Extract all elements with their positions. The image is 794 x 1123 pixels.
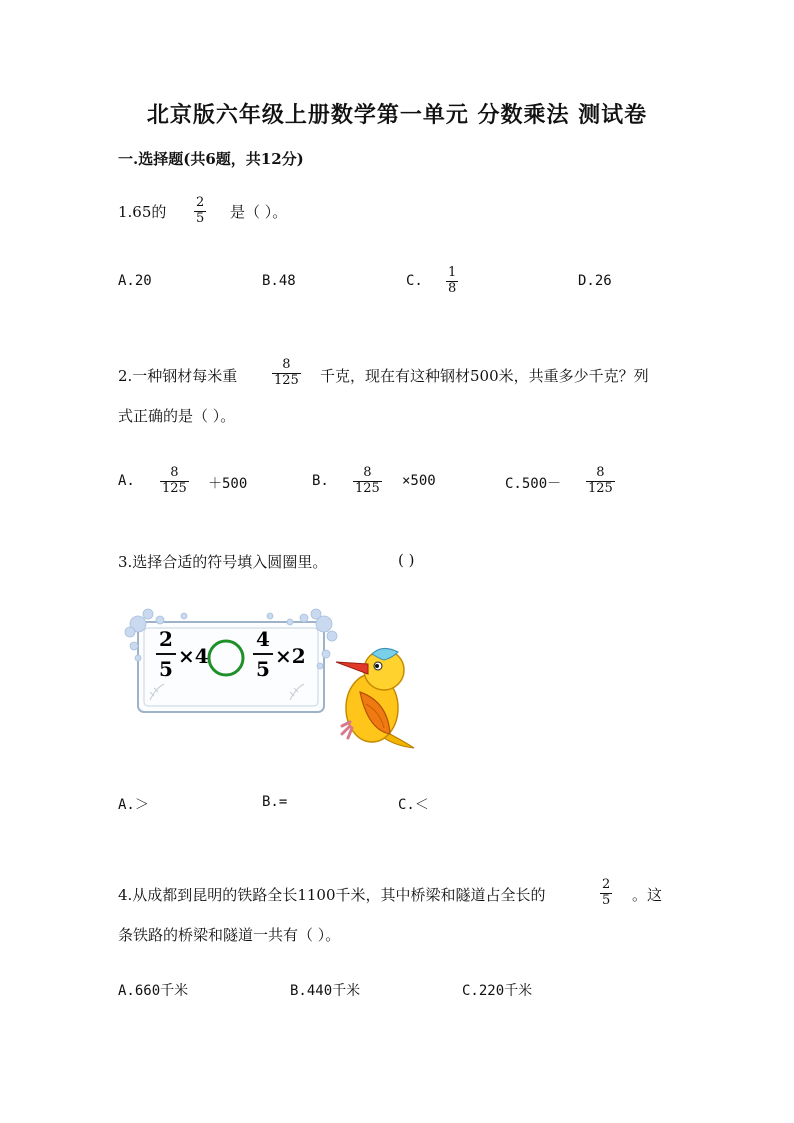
q4-fraction bbox=[600, 878, 612, 909]
q2-suffix: 千克，现在有这种钢材500米，共重多少千克？列 bbox=[320, 367, 649, 385]
q1-c-frac-num: 1 bbox=[448, 265, 457, 280]
q2-line2: 式正确的是（ ）。 bbox=[118, 407, 236, 425]
q2-c-frac-den: 125 bbox=[588, 480, 613, 496]
q4-frac-den: 5 bbox=[602, 892, 611, 908]
woodpecker-bird-icon bbox=[336, 648, 414, 748]
q2-prefix: 2.一种钢材每米重 bbox=[118, 367, 238, 385]
q4-option-b[interactable]: B.440千米 bbox=[290, 983, 361, 999]
fig-left-mult: ×4 bbox=[178, 644, 209, 668]
q1-frac-den: 5 bbox=[196, 210, 205, 226]
q4-option-c[interactable]: C.220千米 bbox=[462, 983, 533, 999]
q2-option-a-label[interactable]: A. bbox=[118, 473, 135, 489]
fig-right-mult: ×2 bbox=[275, 644, 306, 668]
q4-prefix: 4.从成都到昆明的铁路全长1100千米，其中桥梁和隧道占全长的 bbox=[118, 886, 546, 904]
q2-c-frac-num: 8 bbox=[596, 465, 605, 480]
q4-line2: 条铁路的桥梁和隧道一共有（ ）。 bbox=[118, 926, 341, 944]
fig-left-frac-den: 5 bbox=[159, 657, 173, 681]
q2-b-frac-num: 8 bbox=[363, 465, 372, 480]
q3-answer-paren: ( ) bbox=[398, 551, 415, 569]
fig-left-frac-num: 2 bbox=[159, 627, 173, 651]
q3-figure bbox=[120, 600, 420, 760]
q1-option-d[interactable]: D.26 bbox=[578, 273, 612, 289]
q2-frac-num: 8 bbox=[282, 357, 291, 372]
q4-suffix: 。这 bbox=[632, 886, 663, 904]
q3-option-a[interactable]: A.＞ bbox=[118, 797, 149, 813]
q2-option-a-fraction bbox=[160, 466, 189, 497]
q2-option-a-suffix: ＋500 bbox=[208, 476, 248, 492]
q2-a-frac-num: 8 bbox=[170, 465, 179, 480]
q3-option-b[interactable]: B.= bbox=[262, 794, 288, 810]
fig-right-frac-den: 5 bbox=[256, 657, 270, 681]
q1-option-c[interactable]: C. bbox=[406, 273, 423, 289]
q1-option-c-fraction bbox=[446, 266, 458, 297]
q2-option-c-fraction bbox=[586, 466, 615, 497]
q1-c-frac-den: 8 bbox=[448, 280, 457, 296]
q2-a-frac-den: 125 bbox=[162, 480, 187, 496]
section-heading: 一.选择题(共6题，共12分) bbox=[118, 150, 304, 168]
q2-option-c-label[interactable]: C.500－ bbox=[505, 476, 562, 492]
page-title: 北京版六年级上册数学第一单元 分数乘法 测试卷 bbox=[146, 102, 648, 128]
fig-right-frac-num: 4 bbox=[256, 627, 270, 651]
q1-suffix: 是（ ）。 bbox=[230, 203, 288, 221]
q2-option-b-label[interactable]: B. bbox=[312, 473, 329, 489]
q2-fraction bbox=[272, 358, 301, 389]
q3-option-c[interactable]: C.＜ bbox=[398, 797, 429, 813]
q1-frac-num: 2 bbox=[196, 195, 205, 210]
q2-frac-den: 125 bbox=[274, 372, 299, 388]
q1-option-b[interactable]: B.48 bbox=[262, 273, 296, 289]
q4-option-a[interactable]: A.660千米 bbox=[118, 983, 189, 999]
q1-prefix: 1.65的 bbox=[118, 203, 167, 221]
q3-figure-svg bbox=[120, 600, 420, 760]
q2-option-b-suffix: ×500 bbox=[402, 473, 436, 489]
q2-option-b-fraction bbox=[353, 466, 382, 497]
q2-b-frac-den: 125 bbox=[355, 480, 380, 496]
q3-text: 3.选择合适的符号填入圆圈里。 bbox=[118, 553, 328, 571]
q4-frac-num: 2 bbox=[602, 877, 611, 892]
q1-option-a[interactable]: A.20 bbox=[118, 273, 152, 289]
q1-fraction bbox=[194, 196, 206, 227]
